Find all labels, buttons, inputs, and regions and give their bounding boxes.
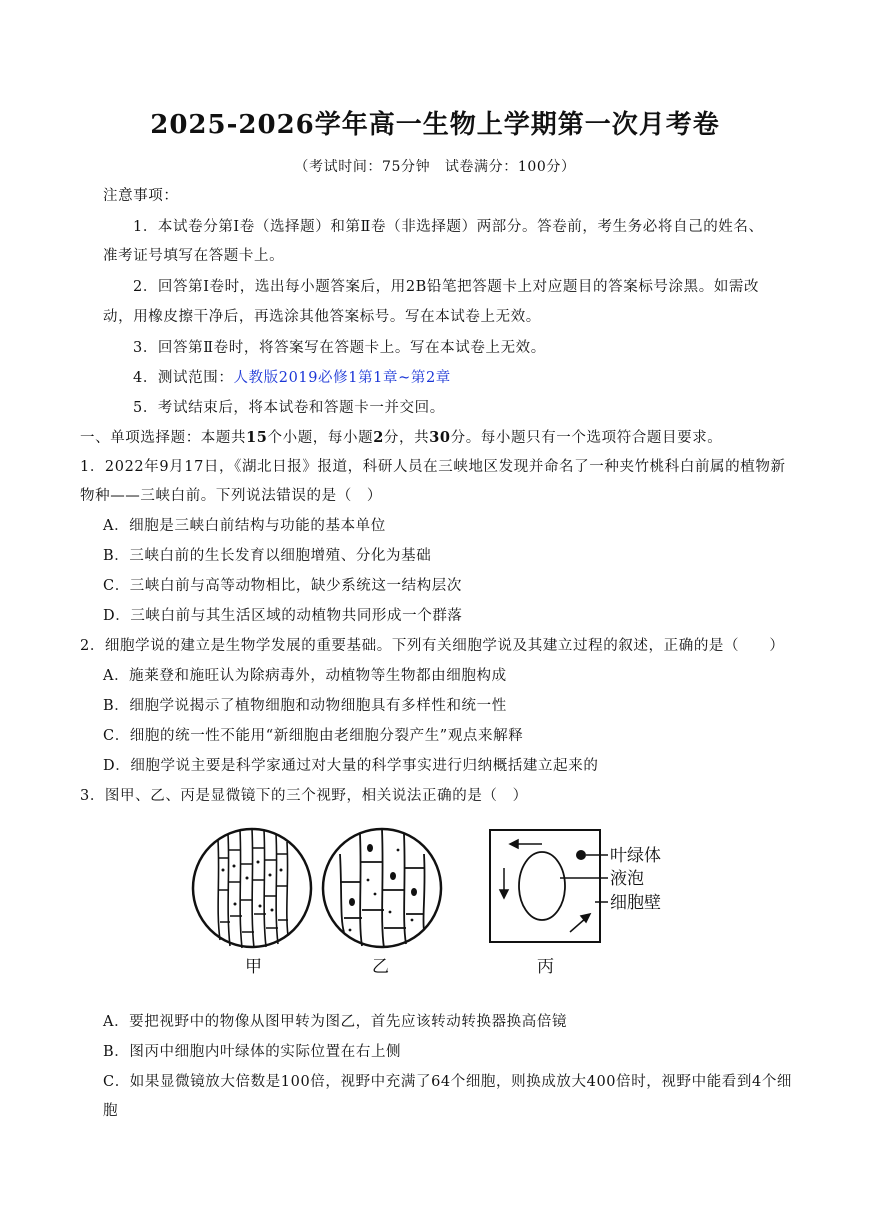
exam-info: （考试时间：75分钟 试卷满分：100分） [294, 159, 576, 175]
q2-option-d: D．细胞学说主要是科学家通过对大量的科学事实进行归纳概括建立起来的 [103, 758, 599, 774]
test-scope: 人教版2019必修1第1章~第2章 [233, 370, 451, 386]
notice-item-5: 5．考试结束后，将本试卷和答题卡一并交回。 [133, 400, 445, 416]
q3-option-b: B．图丙中细胞内叶绿体的实际位置在右上侧 [103, 1044, 402, 1060]
q1-option-b: B．三峡白前的生长发育以细胞增殖、分化为基础 [103, 548, 432, 564]
section-heading [80, 428, 722, 448]
notice-heading: 注意事项： [103, 188, 179, 204]
q2-option-b: B．细胞学说揭示了植物细胞和动物细胞具有多样性和统一性 [103, 698, 507, 714]
callout-vacuole: 液泡 [610, 869, 644, 889]
section-text: 个小题，每小题 [267, 430, 374, 446]
q1-option-c: C．三峡白前与高等动物相比，缺少系统这一结构层次 [103, 578, 462, 594]
notice-item-3: 3．回答第Ⅱ卷时，将答案写在答题卡上。写在本试卷上无效。 [133, 340, 546, 356]
label-bing: 丙 [537, 957, 554, 977]
label-yi: 乙 [372, 957, 389, 977]
section-text: 一、单项选择题：本题共 [80, 430, 247, 446]
view-jia-circle [193, 829, 311, 948]
page-title: 2025-2026学年高一生物上学期第一次月考卷 [150, 110, 720, 140]
q2-stem: 2．细胞学说的建立是生物学发展的重要基础。下列有关细胞学说及其建立过程的叙述，正确的是（ ） [80, 638, 785, 654]
notice-item-2: 2．回答第Ⅰ卷时，选出每小题答案后，用2B铅笔把答题卡上对应题目的答案标号涂黑。如需改 [133, 279, 760, 295]
q1-stem: 1．2022年9月17日，《湖北日报》报道，科研人员在三峡地区发现并命名了一种夹竹桃科白前属的植物新 [80, 459, 786, 475]
notice-item-1-cont: 准考证号填写在答题卡上。 [103, 248, 285, 264]
q3-option-a: A．要把视野中的物像从图甲转为图乙，首先应该转动转换器换高倍镜 [103, 1014, 568, 1030]
question-count: 15 [246, 429, 268, 446]
points-each: 2 [373, 429, 384, 446]
notice-item-2-cont: 动，用橡皮擦干净后，再选涂其他答案标号。写在本试卷上无效。 [103, 309, 541, 325]
q1-option-a: A．细胞是三峡白前结构与功能的基本单位 [103, 518, 386, 534]
notice-item-4-prefix: 4．测试范围： [133, 370, 234, 386]
q1-option-d: D．三峡白前与其生活区域的动植物共同形成一个群落 [103, 608, 463, 624]
q1-stem-cont: 物种——三峡白前。下列说法错误的是（ ） [80, 488, 382, 504]
q3-stem: 3．图甲、乙、丙是显微镜下的三个视野，相关说法正确的是（ ） [80, 788, 528, 804]
notice-item-4 [133, 368, 451, 388]
chloroplast-dot [576, 850, 586, 860]
view-yi-circle [323, 829, 441, 948]
q2-option-a: A．施莱登和施旺认为除病毒外，动植物等生物都由细胞构成 [103, 668, 507, 684]
microscope-figure [190, 820, 690, 990]
view-bing-box [490, 830, 661, 942]
label-jia: 甲 [245, 957, 262, 977]
section-text: 分，共 [383, 430, 430, 446]
section-text: 分。每小题只有一个选项符合题目要求。 [450, 430, 723, 446]
notice-item-1: 1．本试卷分第Ⅰ卷（选择题）和第Ⅱ卷（非选择题）两部分。答卷前，考生务必将自己的姓名、 [133, 219, 764, 235]
callout-chloroplast: 叶绿体 [610, 846, 661, 866]
q3-option-c-cont: 胞 [103, 1103, 119, 1119]
points-total: 30 [429, 429, 451, 446]
q3-option-c: C．如果显微镜放大倍数是100倍，视野中充满了64个细胞，则换成放大400倍时，视野中能看到4个细 [103, 1074, 793, 1090]
q2-option-c: C．细胞的统一性不能用“新细胞由老细胞分裂产生”观点来解释 [103, 728, 524, 744]
callout-cell-wall: 细胞壁 [610, 893, 661, 913]
